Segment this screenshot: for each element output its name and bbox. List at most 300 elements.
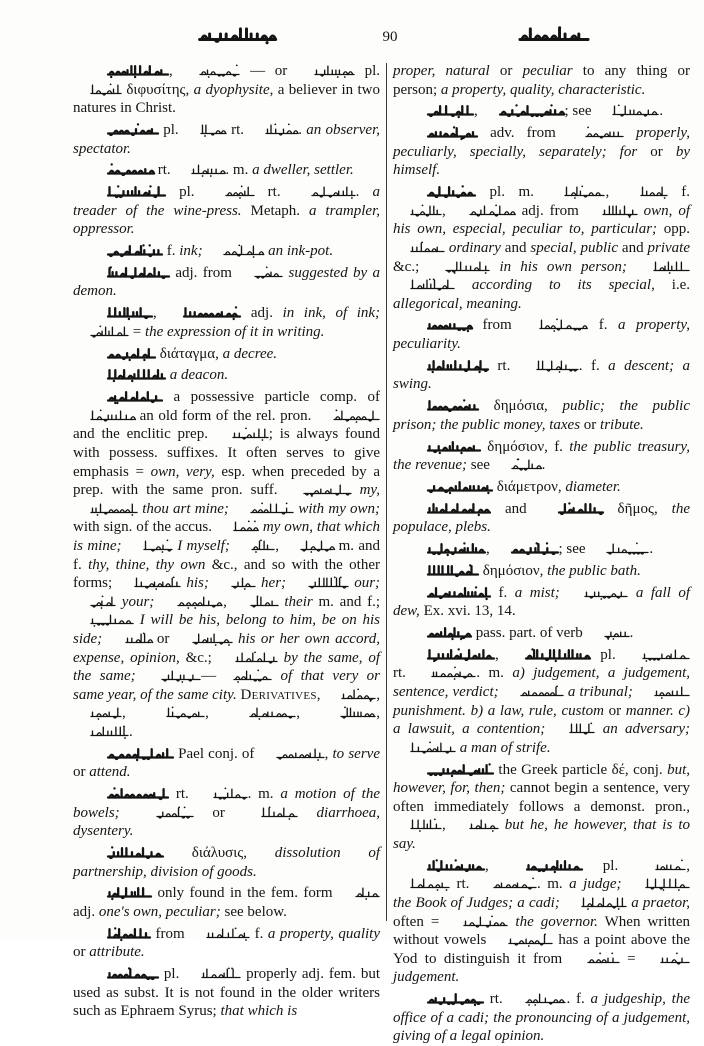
syriac-word — [508, 992, 566, 1006]
entry-text — [120, 805, 139, 821]
entry-text: or — [73, 944, 90, 961]
entry-text — [628, 585, 636, 601]
entry-text — [595, 721, 602, 737]
syriac-headword — [410, 104, 474, 118]
syriac-headword — [410, 586, 491, 600]
entry-text: . — [298, 121, 307, 138]
dictionary-entry — [393, 397, 690, 434]
syriac-headword — [90, 306, 153, 320]
entry-gloss: judgement. — [393, 969, 460, 986]
syriac-word — [393, 741, 456, 755]
entry-text: cannot begin a sentence, very often immediately follows a demonst. pron., — [393, 780, 690, 815]
entry-text: m. and f. — [73, 537, 381, 573]
entry-gloss: a tribunal; — [567, 684, 633, 701]
entry-text: m. and f.; — [312, 593, 381, 610]
entry-text — [298, 805, 317, 821]
entry-gloss: private — [647, 239, 690, 256]
syriac-headword — [494, 542, 559, 556]
entry-text: or — [151, 630, 175, 647]
syriac-headword — [90, 244, 163, 258]
syriac-word — [283, 539, 334, 553]
entry-gloss: thou art mine; — [142, 500, 229, 517]
entry-text: , — [605, 184, 623, 201]
entry-text: διάλυσις, — [164, 845, 275, 861]
entry-gloss: one's own, peculiar; — [98, 903, 221, 920]
syriac-word — [643, 952, 690, 966]
entry-text: or — [73, 764, 90, 781]
entry-gloss: that which is — [220, 1003, 298, 1020]
syriac-word — [564, 896, 627, 910]
entry-text: δημόσιον, f. — [481, 438, 570, 455]
entry-text: , — [442, 202, 452, 219]
entry-text: to any thing or person; — [393, 63, 691, 98]
dictionary-entry — [73, 884, 380, 921]
entry-text: . m. — [247, 786, 281, 803]
entry-text: . f. — [578, 357, 609, 374]
entry-text: &c.; — [179, 649, 218, 666]
syriac-headword — [90, 266, 170, 280]
syriac-word — [117, 576, 181, 590]
dictionary-entry — [393, 584, 690, 621]
entry-text: only found in the fem. form — [152, 885, 338, 902]
syriac-word — [286, 483, 352, 497]
entry-text: from — [151, 925, 190, 942]
entry-text: an old form of the rel. pron. — [135, 407, 316, 424]
entry-gloss: your; — [121, 593, 155, 610]
entry-text: with sign. of the accus. — [73, 519, 216, 536]
dictionary-entry — [393, 624, 690, 643]
entry-text: . — [629, 625, 634, 642]
syriac-word — [174, 163, 225, 177]
syriac-headword — [90, 347, 156, 361]
entry-text — [545, 721, 552, 737]
entry-gloss: attribute. — [89, 944, 145, 961]
entry-text — [136, 668, 144, 684]
syriac-word — [73, 595, 116, 609]
entry-text: f. — [491, 584, 515, 601]
entry-gloss: a descent; a swing. — [393, 357, 690, 393]
syriac-word — [184, 967, 241, 981]
entry-gloss: punishment. — [393, 702, 466, 719]
syriac-headword — [509, 859, 583, 873]
entry-gloss: a dyophysite, — [193, 81, 274, 98]
entry-gloss: c) a lawsuit, a contention; — [393, 702, 691, 738]
entry-gloss: her; — [261, 575, 287, 592]
entry-text: has a point above the Yod to distinguish it from — [393, 932, 690, 967]
entry-gloss: a man of strife. — [459, 739, 551, 756]
syriac-headword — [410, 763, 494, 777]
dictionary-entry — [393, 478, 690, 497]
entry-text: f. — [588, 317, 618, 334]
syriac-headword — [410, 564, 479, 578]
syriac-headword — [90, 846, 164, 860]
entry-text: Ex. xvi. 13, 14. — [419, 603, 516, 620]
syriac-word — [215, 427, 269, 441]
syriac-headword — [410, 502, 491, 516]
syriac-word — [218, 651, 278, 665]
dictionary-entry — [393, 357, 690, 394]
syriac-headword — [90, 967, 159, 981]
dictionary-entry — [393, 500, 690, 537]
syriac-headword — [90, 390, 163, 404]
running-head-left — [198, 26, 277, 48]
syriac-headword — [410, 859, 485, 873]
entry-gloss: I will be his, belong to him, be on his side; — [73, 612, 381, 647]
entry-text: see below. — [220, 903, 287, 920]
entry-text: , — [205, 705, 233, 722]
entry-gloss: a) judgement, a judgement, sentence, verdict; — [393, 665, 690, 701]
entry-text: esp. when preceded by a prep. with the same pron. suff. — [73, 463, 380, 499]
dictionary-entry — [73, 366, 380, 385]
entry-gloss: a property, quality — [267, 925, 380, 942]
syriac-word — [232, 706, 296, 720]
entry-label: Derivatives — [240, 686, 317, 703]
syriac-word — [216, 520, 259, 534]
entry-gloss: dissolution of partnership, division of goods. — [73, 845, 381, 880]
dictionary-entry — [73, 121, 380, 158]
syriac-word — [491, 933, 553, 947]
syriac-headword — [410, 185, 476, 199]
syriac-word — [234, 539, 275, 553]
syriac-word — [73, 502, 138, 516]
entry-gloss: in ink, of ink; — [282, 305, 381, 322]
syriac-word — [446, 915, 508, 929]
syriac-word — [628, 877, 690, 891]
entry-gloss: our; — [354, 575, 381, 592]
entry-text: — — [201, 668, 217, 685]
entry-gloss: an adversary; — [602, 721, 690, 738]
syriac-headword — [90, 747, 174, 761]
syriac-word — [503, 685, 564, 699]
entry-gloss: a praetor, — [631, 894, 690, 911]
entry-text: and — [491, 500, 541, 517]
dictionary-entry — [73, 161, 380, 180]
entry-gloss: a property, peculiarity. — [393, 317, 690, 353]
syriac-word — [175, 632, 233, 646]
entry-text: rt. — [450, 876, 476, 893]
entry-gloss: his; — [186, 575, 209, 592]
entry-text: . — [659, 103, 664, 120]
entry-gloss: diarrhoea, dysentery. — [73, 804, 381, 840]
entry-text: rt. — [226, 121, 249, 138]
entry-gloss: a dweller, settler. — [252, 162, 354, 179]
syriac-word — [214, 576, 256, 590]
entry-text: . f. — [566, 991, 591, 1008]
syriac-word — [316, 409, 380, 423]
entry-text: i.e. — [654, 277, 691, 294]
dictionary-entry — [73, 965, 380, 1021]
syriac-headword — [90, 123, 159, 137]
syriac-word — [623, 185, 668, 199]
syriac-word — [393, 818, 442, 832]
entry-text: δημόσιον, — [479, 562, 548, 579]
syriac-headword — [541, 502, 604, 516]
entry-text: . — [355, 184, 373, 201]
syriac-headword — [410, 318, 472, 332]
entry-gloss: a judge; — [569, 876, 622, 893]
entry-text: δῆμος, — [603, 500, 672, 517]
entry-text: rt. — [154, 162, 175, 179]
entry-text: the Greek particle δέ, conj. — [494, 761, 668, 778]
syriac-word — [323, 706, 376, 720]
entry-text: ; see — [564, 103, 596, 120]
syriac-headword — [482, 104, 565, 118]
entry-text: , — [442, 817, 452, 834]
entry-text: Metaph. — [241, 202, 309, 219]
entry-gloss: according to its special, — [471, 277, 655, 294]
entry-gloss: my, — [359, 482, 380, 499]
syriac-headword — [410, 359, 489, 373]
syriac-headword — [90, 64, 169, 78]
dictionary-entry — [393, 990, 690, 1046]
syriac-word — [208, 185, 255, 199]
syriac-word — [182, 64, 240, 78]
entry-text: and — [500, 239, 531, 256]
dictionary-entry — [393, 316, 690, 353]
syriac-headword — [410, 992, 484, 1006]
entry-text — [560, 585, 568, 601]
entry-gloss: the Book of Judges; a cadi; — [393, 894, 560, 911]
entry-gloss: an ink-pot. — [268, 243, 334, 260]
entry-text: adv. from — [478, 125, 568, 142]
entry-gloss: a property, quality, characteristic. — [440, 81, 646, 98]
entry-text: διάταγμα, — [156, 345, 223, 362]
entry-text: opp. — [657, 221, 691, 238]
entry-text: properly adj. fem. but used as subst. It is not found in the older writers such as Ephraem Syrus; — [73, 966, 380, 1020]
dictionary-entry — [73, 925, 380, 962]
syriac-word — [338, 886, 380, 900]
entry-gloss: but he, he however, that is to say. — [393, 817, 690, 852]
entry-text: , — [485, 857, 509, 874]
entry-text — [352, 482, 360, 498]
syriac-word — [149, 706, 205, 720]
dictionary-entry — [73, 62, 380, 118]
entry-text: . m. — [536, 876, 570, 893]
entry-gloss: by himself. — [393, 143, 690, 179]
entry-text: , — [376, 705, 381, 722]
entry-text: , — [495, 646, 509, 663]
entry-gloss: allegorical, meaning. — [393, 295, 522, 312]
entry-text: , — [686, 857, 691, 874]
entry-text: pass. part. of verb — [472, 625, 587, 642]
entry-gloss: a motion of the bowels; — [73, 786, 380, 821]
syriac-headword — [90, 886, 152, 900]
entry-text: pl. — [159, 121, 183, 138]
entry-text: f. — [667, 184, 690, 201]
syriac-word — [73, 725, 129, 739]
dictionary-entry — [73, 345, 380, 364]
entry-text: and the enclitic prep. — [73, 426, 215, 443]
syriac-word — [183, 123, 227, 137]
entry-gloss: tribute. — [600, 416, 644, 433]
page-number: 90 — [382, 29, 398, 45]
entry-gloss: an observer, spectator. — [73, 121, 381, 157]
entry-gloss: manner. — [625, 702, 674, 719]
dictionary-entry — [393, 102, 690, 121]
entry-gloss: attend. — [89, 764, 131, 781]
entry-gloss: peculiar — [522, 63, 573, 79]
entry-text: διάμετρον, — [493, 478, 566, 495]
dictionary-entry — [73, 304, 380, 341]
entry-text — [624, 125, 636, 141]
entry-text: . m. — [476, 665, 513, 682]
syriac-word — [587, 626, 630, 640]
syriac-word — [248, 123, 298, 137]
entry-text — [455, 277, 472, 293]
dictionary-entry — [73, 242, 380, 261]
entry-text: , — [474, 103, 482, 120]
syriac-word — [206, 244, 264, 258]
syriac-headword — [166, 306, 241, 320]
syriac-word — [244, 806, 298, 820]
entry-gloss: a trampler, oppressor. — [73, 202, 380, 238]
entry-gloss: a mist; — [514, 584, 560, 601]
syriac-word — [522, 318, 588, 332]
entry-text: pl. m. — [476, 184, 548, 201]
syriac-word — [638, 859, 686, 873]
syriac-headword — [410, 648, 495, 662]
syriac-word — [73, 325, 129, 339]
dictionary-entry — [393, 562, 690, 581]
entry-gloss: a decree. — [222, 345, 278, 362]
syriac-headword — [90, 787, 169, 801]
entry-text: , — [316, 686, 325, 703]
running-head-right — [518, 26, 590, 48]
syriac-word — [637, 685, 690, 699]
entry-gloss: a judgeship, the office of a cadi; the pronouncing of a judgement, giving of a legal opinion. — [393, 991, 691, 1045]
syriac-word — [585, 204, 638, 218]
syriac-word — [126, 539, 173, 553]
entry-text: often = — [393, 913, 447, 930]
syriac-word — [160, 595, 223, 609]
dictionary-entry — [393, 761, 690, 854]
entry-text: pl. — [582, 857, 639, 874]
syriac-word — [552, 722, 595, 736]
syriac-word — [324, 688, 376, 702]
syriac-word — [108, 632, 152, 646]
entry-gloss: in his own person; — [499, 258, 627, 275]
entry-gloss: a treader of the wine-press. — [73, 184, 381, 219]
entry-text: adj. — [73, 903, 99, 920]
entry-gloss: the expression of it in writing. — [144, 323, 325, 340]
entry-gloss: with my own; — [298, 500, 381, 517]
entry-text: rt. — [489, 357, 519, 374]
entry-text: rt. — [169, 786, 196, 803]
syriac-word — [73, 83, 122, 97]
entry-gloss: a deacon. — [169, 367, 229, 384]
entry-gloss: b) a law, rule, custom — [470, 702, 604, 719]
dictionary-entry — [73, 264, 380, 301]
entry-text: . — [129, 723, 133, 740]
entry-gloss: a fall of dew, — [393, 584, 691, 620]
syriac-headword — [90, 163, 154, 177]
entry-gloss: by the same, of the same; — [73, 649, 380, 685]
entry-text: διφυσίτης, — [122, 81, 194, 98]
entry-gloss: but, however, for, then; — [393, 761, 690, 797]
entry-text: pl. — [591, 646, 626, 663]
entry-text: Pael conj. of — [174, 745, 259, 762]
syriac-word — [73, 409, 135, 423]
entry-gloss: ordinary — [448, 239, 501, 256]
syriac-word — [393, 241, 445, 255]
entry-text: When written without vowels — [393, 913, 690, 949]
syriac-headword — [90, 185, 166, 199]
syriac-headword — [508, 648, 591, 662]
syriac-word — [452, 204, 516, 218]
left-column — [73, 62, 381, 1020]
column-divider — [386, 63, 387, 921]
entry-gloss: his or her own accord, expense, opinion, — [73, 630, 380, 666]
entry-text: δημόσια, — [479, 398, 563, 415]
entry-text: adj. — [241, 305, 283, 322]
syriac-word — [428, 260, 490, 274]
syriac-word — [216, 669, 272, 683]
entry-text: , — [486, 541, 494, 558]
syriac-headword — [410, 440, 481, 454]
entry-text: . — [649, 541, 654, 558]
syriac-word — [393, 877, 450, 891]
syriac-headword — [410, 399, 479, 413]
entry-text: see — [466, 457, 494, 474]
entry-text: &c., and so with the other forms; — [73, 556, 380, 592]
syriac-word — [259, 747, 325, 761]
syriac-word — [144, 669, 201, 683]
entry-text: , — [223, 593, 233, 610]
entry-text: f. — [250, 925, 268, 942]
entry-text: rt. — [393, 665, 415, 682]
syriac-headword — [90, 368, 166, 382]
entry-text: a possessive particle comp. of — [163, 389, 380, 406]
dictionary-entry — [73, 844, 380, 881]
dictionary-entry — [73, 745, 380, 782]
syriac-word — [519, 359, 579, 373]
dictionary-entry — [393, 646, 690, 758]
entry-text: rt. — [484, 991, 509, 1008]
dictionary-entry — [73, 388, 380, 741]
dictionary-entry — [393, 183, 690, 313]
entry-text: pl. — [166, 184, 208, 201]
entry-text: adj. from — [170, 264, 238, 281]
entry-gloss: suggested by a demon. — [73, 264, 380, 300]
syriac-word — [73, 613, 134, 627]
syriac-word — [595, 104, 659, 118]
entry-gloss: the public bath. — [547, 562, 641, 579]
entry-text: f. — [163, 243, 180, 260]
entry-text: , — [153, 305, 167, 322]
syriac-word — [196, 787, 248, 801]
entry-gloss: my own, that which is mine; — [73, 519, 380, 554]
entry-gloss: diameter. — [565, 478, 621, 495]
syriac-word — [294, 185, 356, 199]
entry-text: pl. — [159, 966, 185, 983]
entry-text: , — [122, 705, 150, 722]
entry-gloss: special, public — [530, 239, 619, 256]
syriac-word — [625, 648, 690, 662]
entry-text — [272, 668, 280, 684]
syriac-running-head-word — [198, 26, 277, 44]
syriac-headword — [410, 626, 472, 640]
syriac-word — [237, 266, 283, 280]
syriac-word — [636, 260, 690, 274]
syriac-word — [570, 952, 620, 966]
syriac-word — [297, 64, 355, 78]
entry-text: or — [603, 702, 626, 719]
syriac-word — [494, 458, 542, 472]
dictionary-entry — [73, 785, 380, 841]
entry-text: &c.; — [393, 258, 429, 275]
syriac-word — [567, 586, 628, 600]
entry-gloss: to serve — [332, 745, 380, 762]
